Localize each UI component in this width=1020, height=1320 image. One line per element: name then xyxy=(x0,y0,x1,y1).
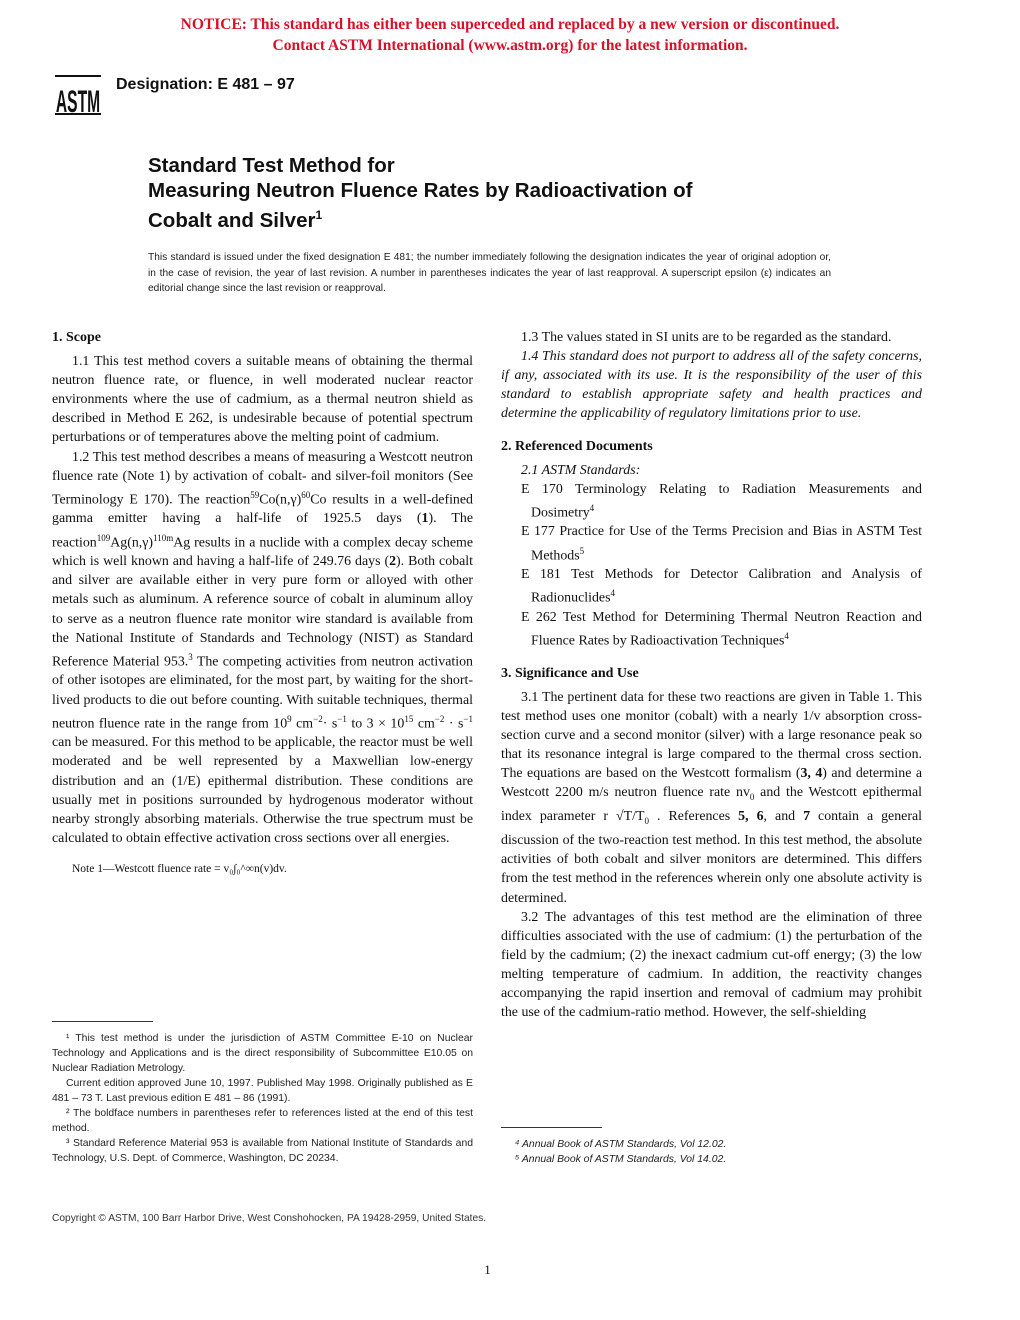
notice-line-2: Contact ASTM International (www.astm.org) for the latest information. xyxy=(272,37,748,54)
page-number: 1 xyxy=(484,1262,491,1277)
footnote-1-edition: Current edition approved June 10, 1997. Published May 1998. Originally published as E 481 – 73 T. Last previous edition E 481 – 86 (1991). xyxy=(52,1078,473,1104)
ref-e262 xyxy=(501,608,922,651)
para-3-1-f: contain a general discussion of the two-reaction test method. In this test method, the absolute activities of both cobalt and silver monitors are determined. This differs from the test method in the references wherein only one absolute activity is determined. xyxy=(501,809,922,906)
para-1-2-g: ). Both cobalt and silver are available either in very pure form or alloyed with other metals such as aluminum. A reference source of cobalt in aluminum alloy to serve as a neutron fluence rate monitor wire standard is available from the National Institute of Standards and Technology (NIST) as Standard Reference Material 953. xyxy=(52,554,473,670)
ref-e181 xyxy=(501,565,922,608)
title-line-3-text: Cobalt and Silver xyxy=(148,208,316,232)
ref-e170-sup: 4 xyxy=(589,502,595,513)
title-footnote-mark: 1 xyxy=(315,208,323,222)
title-line-2: Measuring Neutron Fluence Rates by Radioactivation of xyxy=(148,179,693,202)
para-3-1-e: , and xyxy=(763,809,804,825)
astm-standards-subheading: 2.1 ASTM Standards: xyxy=(521,462,641,478)
footnotes-left xyxy=(52,1031,473,1166)
para-3-1-a: 3.1 The pertinent data for these two reactions are given in Table 1. This test method uses one monitor (cobalt) with a nearly 1/v absorption cross-section curve and a second monitor (silver) with a large resonance peak so that its resonance integral is large compared to the thermal cross section. The equations are based on the Westcott formalism ( xyxy=(501,690,922,782)
ref-5-6-bold: 5, 6 xyxy=(738,809,764,825)
para-1-2: 1.2 This test method describes a means of measuring a Westcott neutron fluence rate (Note 1) by activation of cobalt- and silver-foil monitors (See Terminology E 170). The $reaction^{59}Co(n,\gamma)^{60}Co$ results in a well-defined gamma emitter having a half-life of 1925.5 days (1). The $reaction^{109}Ag(n,\gamma)^{110m}Ag$ results in a nuclide with a complex decay scheme which is well known and having a half-life of 249.76 days (2). Both cobalt and silver are available either in very pure form or alloyed with other metals such as aluminum. A reference source of cobalt in aluminum alloy to serve as a neutron fluence rate monitor wire standard is available from the National Institute of Standards and Technology (NIST) as Standard Reference Material 953.$^3$ The competing activities from neutron activation of other isotopes are eliminated, for the most part, by waiting for the short-lived products to die out before counting. With suitable techniques, thermal neutron fluence rate in the range from $10^9$ $cm^{-2}\cdot s^{-1}$ to $3 \times 10^{15}$ $cm^{-2} \cdot s^{-1}$ can be measured. For this method to be applicable, the reactor must be well moderated and be well represented by a Maxwellian low-energy distribution and an (1/E) epithermal distribution. These conditions are usually met in positions surrounded by hydrogenous moderator without nearby strongly absorbing materials. Otherwise the true spectrum must be calculated to obtain effective activation cross sections over all energies. xyxy=(52,449,473,846)
ref-e177 xyxy=(501,522,922,565)
para-1-2-j: · s xyxy=(322,716,338,732)
title-line-3 xyxy=(148,203,322,233)
ref-e262-text: E 262 Test Method for Determining Thermal Neutron Reaction and Fluence Rates by Radioactivation Techniques xyxy=(521,610,922,649)
footnote-rule-right xyxy=(501,1127,602,1128)
para-1-2-k: to 3 × 10 xyxy=(346,716,405,732)
ref-e181-text: E 181 Test Methods for Detector Calibration and Analysis of Radionuclides xyxy=(521,567,922,606)
preamble: This standard is issued under the fixed designation E 481; the number immediately following the designation indicates the year of original adoption or, in the case of revision, the year of last revision. A number in parentheses indicates the year of last reapproval. A superscript epsilon (ε) indicates an editorial change since the last revision or reapproval. xyxy=(148,252,831,294)
para-3-1-d: . References xyxy=(648,809,739,825)
para-1-2-d: ). The reaction xyxy=(52,511,473,551)
para-1-4: 1.4 This standard does not purport to address all of the safety concerns, if any, associated with its use. It is the responsibility of the user of this standard to establish appropriate safety and health practices and determine the applicability of regulatory limitations prior to use. xyxy=(501,349,922,422)
ref-2-bold: 2 xyxy=(389,554,397,570)
designation: Designation: E 481 – 97 xyxy=(116,76,295,93)
para-1-2-c: Co results in a well-defined gamma emitter having a half-life of 1925.5 days ( xyxy=(52,492,473,527)
footnote-rule-left xyxy=(52,1021,153,1022)
para-1-2-n: can be measured. For this method to be applicable, the reactor must be well moderated and be well represented by a Maxwellian low-energy distribution and an (1/E) epithermal distribution. These conditions are usually met in positions surrounded by hydrogenous moderator without nearby strongly absorbing materials. Otherwise the true spectrum must be calculated to obtain effective activation cross sections over all energies. xyxy=(52,735,473,846)
para-3-2: 3.2 The advantages of this test method are the elimination of three difficulties associated with the use of cadmium: (1) the perturbation of the field by the cadmium; (2) the inexact cadmium cut-off energy; (3) the low melting temperature of cadmium. In addition, the reactivity changes accompanying the rapid insertion and removal of cadmium may prohibit the use of the cadmium-ratio method. However, the self-shielding xyxy=(501,909,922,1021)
ref-e170 xyxy=(501,480,922,523)
scope-heading: 1. Scope xyxy=(52,330,101,345)
referenced-documents xyxy=(501,461,922,651)
ref-e262-sup: 4 xyxy=(784,631,789,642)
para-1-2-l: cm xyxy=(413,716,435,732)
ref-e170-text: E 170 Terminology Relating to Radiation Measurements and Dosimetry xyxy=(521,481,922,521)
footnote-5: ⁵ Annual Book of ASTM Standards, Vol 14.02. xyxy=(515,1154,727,1165)
logo-text: ASTM xyxy=(55,85,101,120)
footnotes-right xyxy=(501,1137,922,1167)
footnote-3: ³ Standard Reference Material 953 is available from National Institute of Standards and Technology, U.S. Dept. of Commerce, Washington, DC 20234. xyxy=(52,1138,473,1164)
footnote-4: ⁴ Annual Book of ASTM Standards, Vol 12.02. xyxy=(515,1139,727,1150)
para-1-2-i: cm xyxy=(291,716,314,732)
para-3-1-b: ) and determine a Westcott 2200 m/s neutron fluence rate nv xyxy=(501,766,922,801)
significance-heading: 3. Significance and Use xyxy=(501,665,639,681)
para-1-2-b: Co(n,γ) xyxy=(259,492,302,508)
para-1-2-f: Ag results in a nuclide with a complex decay scheme which is well known and having a half-life of 249.76 days ( xyxy=(52,535,473,570)
para-1-2-e: Ag(n,γ) xyxy=(110,535,154,551)
para-3-1: 3.1 The pertinent data for these two reactions are given in Table 1. This test method uses one monitor (cobalt) with a nearly 1/v absorption cross-section curve and a second monitor (silver) with a large resonance peak so that its resonance integral is large compared to the thermal cross section. The equations are based on the Westcott formalism (3, 4) and determine a Westcott 2200 m/s neutron fluence rate $nv_0$ and the Westcott epithermal index parameter r $√T/T_0$ . References 5, 6, and 7 contain a general discussion of the two-reaction test method. In this test method, the absolute activities of both cobalt and silver monitors are determined. This differs from the test method in the references wherein only one absolute activity is determined. xyxy=(501,690,922,906)
para-3-1-c: and the Westcott epithermal index parameter r √T/T xyxy=(501,785,922,825)
notice-line-1: NOTICE: This standard has either been superceded and replaced by a new version or discontinued. xyxy=(180,16,840,33)
para-1-2-h: The competing activities from neutron activation of other isotopes are eliminated, for the most part, by waiting for the short-lived products to die out before counting. With suitable techniques, thermal neutron fluence rate in the range from 10 xyxy=(52,654,473,732)
ref-e181-sup: 4 xyxy=(610,588,615,599)
footnote-2: ² The boldface numbers in parentheses refer to references listed at the end of this test method. xyxy=(52,1108,473,1134)
right-column xyxy=(501,328,922,1022)
copyright: Copyright © ASTM, 100 Barr Harbor Drive, West Conshohocken, PA 19428-2959, United States. xyxy=(52,1213,487,1224)
para-1-2-m: · s xyxy=(444,716,464,732)
para-1-3: 1.3 The values stated in SI units are to be regarded as the standard. xyxy=(521,330,892,345)
note-1: Note 1—Westcott fluence rate = v₀∫₀^∞n(v)dv. xyxy=(72,862,287,875)
ref-e177-sup: 5 xyxy=(579,545,585,556)
para-1-1: 1.1 This test method covers a suitable means of obtaining the thermal neutron fluence rate, or fluence, in well moderated nuclear reactor environments where the use of cadmium, as a thermal neutron shield as described in Method E 262, is undesirable because of potential spectrum perturbations or of temperatures above the melting point of cadmium. xyxy=(52,354,473,446)
referenced-documents-heading: 2. Referenced Documents xyxy=(501,439,653,455)
footnote-1: ¹ This test method is under the jurisdiction of ASTM Committee E-10 on Nuclear Technology and Applications and is the direct responsibility of Subcommittee E10.05 on Nuclear Radiation Metrology. xyxy=(52,1033,473,1074)
ref-1-bold: 1 xyxy=(421,511,429,527)
para-1-2-a: 1.2 This test method describes a means of measuring a Westcott neutron fluence rate (Note 1) by activation of cobalt- and silver-foil monitors (See Terminology E 170). The reaction xyxy=(52,449,473,508)
ref-3-4-bold: 3, 4 xyxy=(800,766,823,782)
ref-7-bold: 7 xyxy=(803,809,811,825)
ref-e177-text: E 177 Practice for Use of the Terms Precision and Bias in ASTM Test Methods xyxy=(521,524,922,564)
astm-logo-icon xyxy=(53,70,103,120)
left-column xyxy=(52,328,473,879)
title-line-1: Standard Test Method for xyxy=(148,154,395,177)
